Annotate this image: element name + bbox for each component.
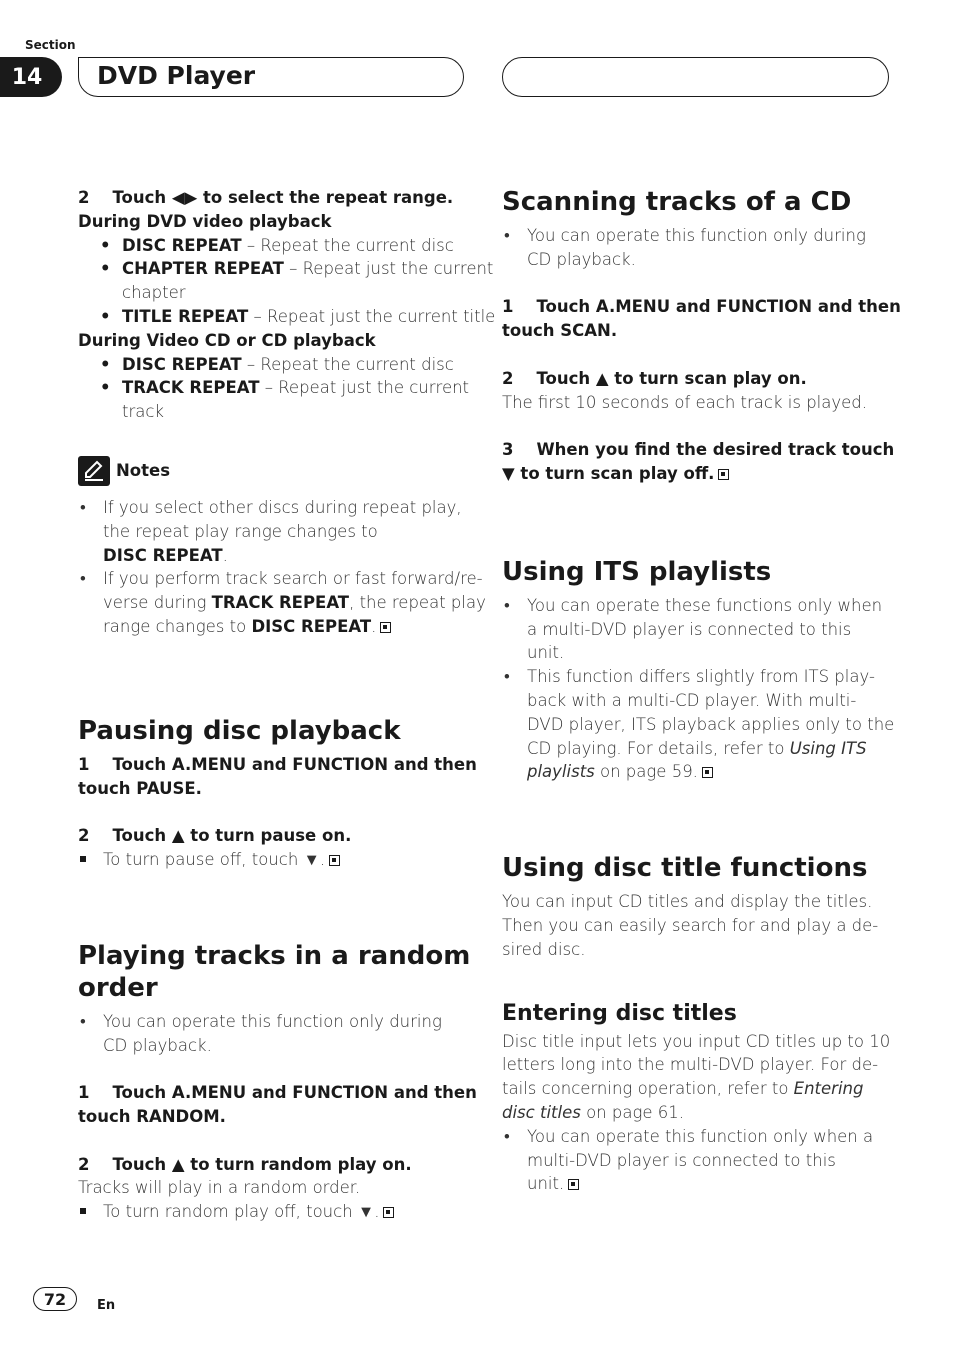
its-bullet: • You can operate these functions only when a multi-DVD player is connected to this unit.	[502, 594, 892, 665]
notes-pencil-icon	[78, 456, 110, 486]
scan-heading: Scanning tracks of a CD	[502, 187, 852, 217]
notes-header	[78, 456, 468, 486]
notes-label: Notes	[116, 461, 171, 481]
entering-disc-titles-heading: Entering disc titles	[502, 1000, 737, 1026]
disc-title-functions-text: You can input CD titles and display the titles. Then you can easily search for and play a de- sired disc.	[502, 892, 879, 959]
section-number-badge: 14	[0, 57, 62, 97]
section-label: Section	[25, 38, 76, 52]
pause-step-2: 2 Touch ▲ to turn pause on.	[78, 826, 352, 846]
scan-bullet: • You can operate this function only during CD playback.	[502, 224, 892, 272]
dvd-playback-heading: During DVD video playback	[78, 211, 332, 231]
end-mark-icon	[329, 855, 340, 866]
end-mark-icon	[718, 469, 729, 480]
random-text: Tracks will play in a random order.	[78, 1178, 361, 1198]
its-bullet: • This function differs slightly from ITS play- back with a multi-CD player. With multi- DVD player, ITS playback applies only to the CD playing. For details, refer to Using ITS playlists on page 59.	[502, 665, 892, 784]
end-mark-icon	[383, 1207, 394, 1218]
scan-step-1: 1 Touch A.MENU and FUNCTION and then touch SCAN.	[502, 297, 901, 341]
random-note: To turn random play off, touch ▼.	[78, 1200, 468, 1224]
repeat-step-2: 2 Touch ◀▶ to select the repeat range.	[78, 188, 454, 207]
random-bullet: • You can operate this function only during CD playback.	[78, 1010, 468, 1058]
its-heading: Using ITS playlists	[502, 556, 772, 587]
scan-step-3: 3 When you find the desired track touch ▼ to turn scan play off.	[502, 440, 895, 483]
random-step-2: 2 Touch ▲ to turn random play on.	[78, 1154, 412, 1174]
pause-note: To turn pause off, touch ▼.	[78, 848, 468, 872]
section-title: DVD Player	[97, 61, 256, 90]
page-number: 72	[33, 1287, 77, 1311]
disc-title-functions-heading: Using disc title functions	[502, 853, 868, 884]
list-item: • CHAPTER REPEAT – Repeat just the current chapter	[78, 257, 468, 305]
list-item: • DISC REPEAT – Repeat the current disc	[78, 353, 468, 377]
entering-disc-titles-text: Disc title input lets you input CD titles up to 10 letters long into the multi-DVD player. For de- tails concerning operation, refer to Entering disc titles on page 61.	[502, 1031, 891, 1122]
entering-disc-titles-bullet: • You can operate this function only when a multi-DVD player is connected to this unit.	[502, 1125, 892, 1196]
note-item: • If you select other discs during repeat play, the repeat play range changes to DISC REPEAT.	[78, 496, 468, 567]
end-mark-icon	[380, 622, 391, 633]
end-mark-icon	[702, 767, 713, 778]
pause-heading: Pausing disc playback	[78, 715, 401, 746]
left-column	[78, 186, 496, 1224]
end-mark-icon	[568, 1179, 579, 1190]
random-step-1: 1 Touch A.MENU and FUNCTION and then touch RANDOM.	[78, 1083, 477, 1126]
list-item: • TITLE REPEAT – Repeat just the current title	[78, 305, 468, 329]
list-item: • TRACK REPEAT – Repeat just the current track	[78, 376, 468, 424]
vcd-playback-heading: During Video CD or CD playback	[78, 330, 376, 350]
scan-step-2: 2 Touch ▲ to turn scan play on.	[502, 368, 807, 388]
pause-step-1: 1 Touch A.MENU and FUNCTION and then touch PAUSE.	[78, 754, 477, 798]
right-column	[502, 186, 901, 1196]
scan-text: The first 10 seconds of each track is played.	[502, 392, 867, 412]
right-header-frame	[502, 57, 889, 97]
list-item: • DISC REPEAT – Repeat the current disc	[78, 234, 468, 258]
random-heading: Playing tracks in a random order	[78, 940, 471, 1003]
note-item: • If you perform track search or fast forward/re- verse during TRACK REPEAT, the repeat play range changes to DISC REPEAT.	[78, 567, 468, 638]
page-language: En	[97, 1298, 116, 1313]
